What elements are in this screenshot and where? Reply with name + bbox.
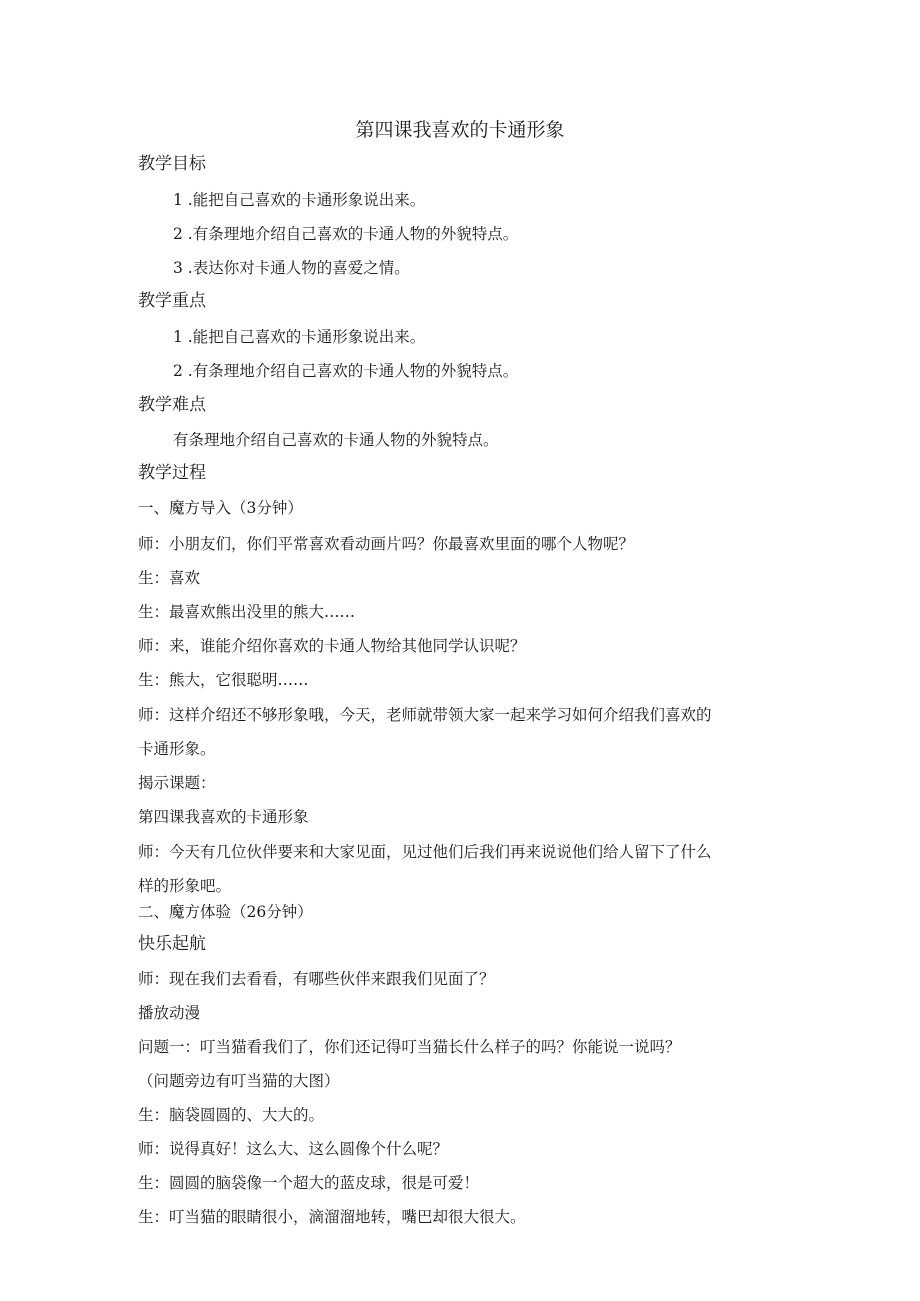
dialogue-line: 生：脑袋圆圆的、大大的。	[138, 1106, 325, 1124]
dialogue-line: 师：现在我们去看看，有哪些伙伴来跟我们见面了？	[138, 970, 495, 988]
subsection-heading: 快乐起航	[138, 934, 206, 954]
topic-reveal-label: 揭示课题：	[138, 774, 216, 792]
dialogue-line: 生：熊大，它很聪明……	[138, 671, 309, 689]
dialogue-line: 生：叮当猫的眼睛很小，滴溜溜地转，嘴巴却很大很大。	[138, 1208, 526, 1226]
section-heading-difficulties: 教学难点	[138, 395, 206, 415]
dialogue-line: 师：小朋友们，你们平常喜欢看动画片吗？你最喜欢里面的哪个人物呢？	[138, 535, 635, 553]
process-step-heading: 一、魔方导入（3分钟）	[138, 499, 303, 517]
difficulty-item: 有条理地介绍自己喜欢的卡通人物的外貌特点。	[173, 431, 499, 449]
objective-item: 2 .有条理地介绍自己喜欢的卡通人物的外貌特点。	[173, 225, 519, 243]
dialogue-line: 师：来，谁能介绍你喜欢的卡通人物给其他同学认识呢？	[138, 637, 526, 655]
document-title: 第四课我喜欢的卡通形象	[355, 119, 565, 141]
process-step-heading: 二、魔方体验（26分钟）	[138, 903, 313, 921]
topic-title: 第四课我喜欢的卡通形象	[138, 808, 309, 826]
dialogue-line: 师：今天有几位伙伴要来和大家见面，见过他们后我们再来说说他们给人留下了什么	[138, 843, 712, 861]
key-point-item: 1 .能把自己喜欢的卡通形象说出来。	[173, 328, 426, 346]
dialogue-line: 生：圆圆的脑袋像一个超大的蓝皮球，很是可爱！	[138, 1174, 480, 1192]
question-line: 问题一：叮当猫看我们了，你们还记得叮当猫长什么样子的吗？你能说一说吗？	[138, 1038, 681, 1056]
key-point-item: 2 .有条理地介绍自己喜欢的卡通人物的外貌特点。	[173, 362, 519, 380]
section-heading-process: 教学过程	[138, 463, 206, 483]
objective-item: 3 .表达你对卡通人物的喜爱之情。	[173, 259, 410, 277]
section-heading-key-points: 教学重点	[138, 291, 206, 311]
section-heading-objectives: 教学目标	[138, 154, 206, 174]
dialogue-line: 生：喜欢	[138, 569, 201, 587]
dialogue-line: 师：说得真好！这么大、这么圆像个什么呢？	[138, 1140, 449, 1158]
dialogue-line-continued: 卡通形象。	[138, 740, 216, 758]
dialogue-line-continued: 样的形象吧。	[138, 877, 232, 895]
activity-note: 播放动漫	[138, 1004, 201, 1022]
dialogue-line: 生：最喜欢熊出没里的熊大……	[138, 603, 356, 621]
parenthetical-note: （问题旁边有叮当猫的大图）	[138, 1072, 340, 1090]
dialogue-line: 师：这样介绍还不够形象哦，今天，老师就带领大家一起来学习如何介绍我们喜欢的	[138, 706, 712, 724]
objective-item: 1 .能把自己喜欢的卡通形象说出来。	[173, 191, 426, 209]
